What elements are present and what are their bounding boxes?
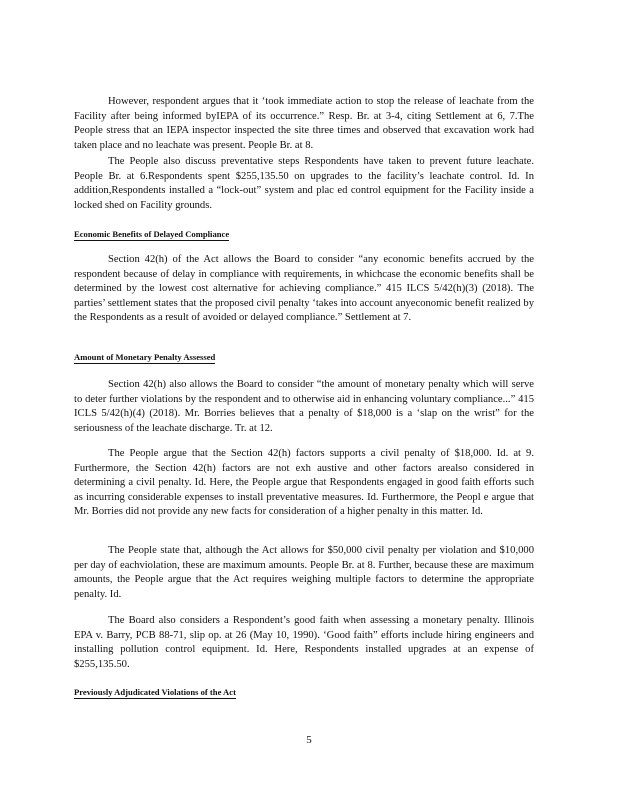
- paragraph-maximum-amounts: The People state that, although the Act allows for $50,000 civil penalty per violation and $10,000 per day of eachviolation, these are maximum amounts. People Br. at 8. Further, because these are maximum amounts, the People argue that the Act requires weighing multiple factors to determine the appropriate penalty. Id.: [74, 545, 534, 600]
- heading-monetary-penalty: Amount of Monetary Penalty Assessed: [74, 352, 216, 362]
- paragraph-preventative-steps: The People also discuss preventative steps Respondents have taken to prevent future leachate. People Br. at 6.Respondents spent $255,135.50 on upgrades to the facility’s leachate control. Id. In addition,Respondents installed a “lock-out” system and plac ed control equipment for the Facility inside a locked shed on Facility grounds.: [74, 156, 534, 211]
- heading-economic-benefits: Economic Benefits of Delayed Compliance: [74, 229, 230, 239]
- paragraph-economic-benefits: Section 42(h) of the Act allows the Board to consider “any economic benefits accrued by the respondent because of delay in compliance with requirements, in whichcase the economic benefits shall be determined by the lowest cost alternative for achieving compliance.” 415 ILCS 5/42(h)(3) (2018). The parties’ settlement states that the proposed civil penalty ‘takes into account anyeconomic benefit realized by the Respondents as a result of avoided or delayed compliance.” Settlement at 7.: [74, 254, 534, 324]
- page-number: 5: [306, 734, 312, 746]
- paragraph-good-faith: The Board also considers a Respondent’s good faith when assessing a monetary penalty. Illinois EPA v. Barry, PCB 88-71, slip op. at 26 (May 10, 1990). ‘Good faith” efforts include hiring engineers and installing pollution control equipment. Id. Here, Respondents installed upgrades at an expense of $255,135.50.: [74, 615, 534, 670]
- paragraph-monetary-penalty: Section 42(h) also allows the Board to consider “the amount of monetary penalty which will serve to deter further violations by the respondent and to otherwise aid in enhancing voluntary compliance...” 415 ICLS 5/42(h)(4) (2018). Mr. Borries believes that a penalty of $18,000 is a ‘slap on the wrist” for the seriousness of the leachate discharge. Tr. at 12.: [74, 379, 534, 434]
- heading-previous-violations: Previously Adjudicated Violations of the Act: [74, 687, 236, 697]
- paragraph-people-argue: The People argue that the Section 42(h) factors supports a civil penalty of $18,000. Id. at 9. Furthermore, the Section 42(h) factors are not exh austive and other factors arealso considered in determining a civil penalty. Id. Here, the People argue that Respondents engaged in good faith efforts such as incurring considerable expenses to install preventative measures. Id. Furthermore, the Peopl e argue that Mr. Borries did not provide any new facts for consideration of a higher penalty in this matter. Id.: [74, 448, 534, 518]
- paragraph-respondent-argument: However, respondent argues that it ‘took immediate action to stop the release of leachate from the Facility after being informed byIEPA of its occurrence.” Resp. Br. at 3-4, citing Settlement at 6, 7.The People stress that an IEPA inspector inspected the site three times and observed that excavation work had taken place and no leachate was present. People Br. at 8.: [74, 96, 534, 151]
